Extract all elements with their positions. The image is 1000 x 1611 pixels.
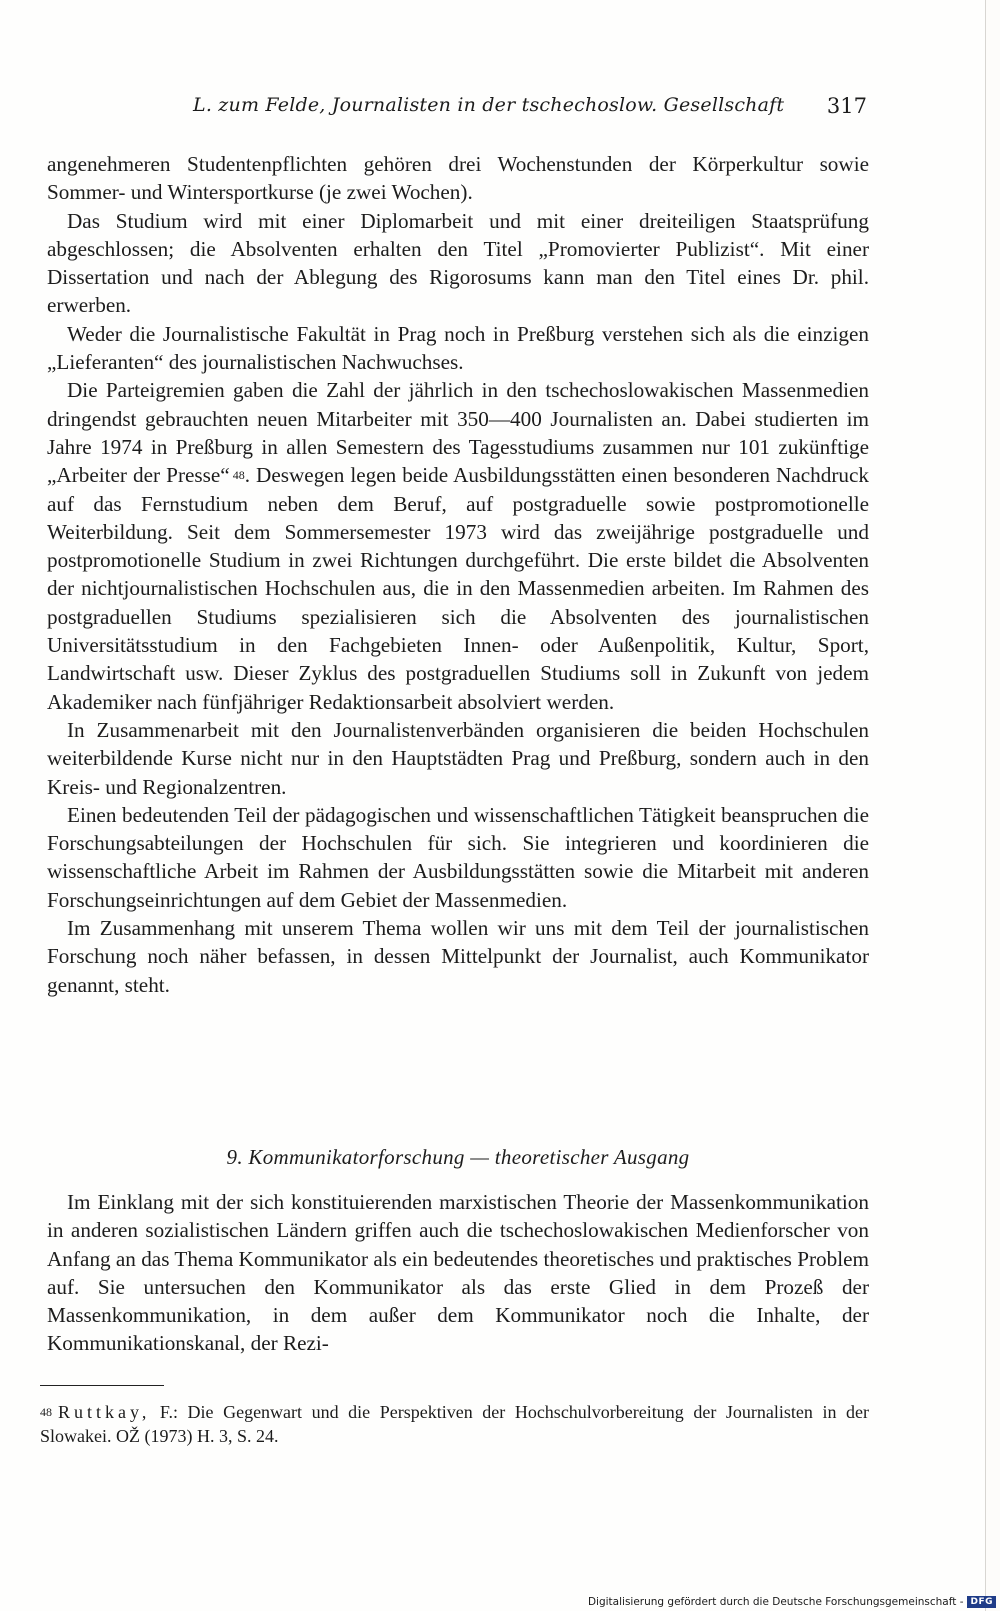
footnote-divider (40, 1385, 164, 1386)
footnote-text: F.: Die Gegenwart und die Perspektiven der Hochschulvorbereitung der Journalisten in der Slowakei. OŽ (1973) H. 3, S. 24. (40, 1402, 869, 1446)
footnote-author: Ruttkay, (58, 1402, 151, 1422)
paragraph (47, 376, 869, 716)
paragraph: Weder die Journalistische Fakultät in Prag noch in Preßburg verstehen sich als die einzigen „Lieferanten“ des journalistischen Nachwuchses. (47, 321, 869, 375)
paragraph: In Zusammenarbeit mit den Journalistenverbänden organisieren die beiden Hochschulen weiterbildende Kurse nicht nur in den Hauptstädten Prag und Preßburg, sondern auch in den Kreis- und Regionalzentren. (47, 717, 869, 799)
footnote-number: 48 (40, 1405, 52, 1419)
running-header (47, 94, 867, 124)
section-heading: 9. Kommunikatorforschung — theoretischer Ausgang (226, 1145, 690, 1169)
credit-text: Digitalisierung gefördert durch die Deutsche Forschungsgemeinschaft - (587, 1596, 964, 1608)
paragraph: angenehmeren Studentenpflichten gehören drei Wochenstunden der Körperkultur sowie Sommer- und Wintersportkurse (je zwei Wochen). (47, 152, 869, 205)
paragraph: Im Einklang mit der sich konstituierenden marxistischen Theorie der Massenkommunikation in anderen sozialistischen Ländern griffen auch die tschechoslowakischen Medienforscher von Anfang an das Thema Kommunikator als ein bedeutendes theoretisches und praktisches Problem auf. Sie untersuchen den Kommunikator als das erste Glied in dem Prozeß der Massenkommunikation, in dem außer dem Kommunikator noch die Inhalte, der Kommunikationskanal, der Rezi- (47, 1190, 869, 1356)
running-title: L. zum Felde, Journalisten in der tschechoslow. Gesellschaft (193, 94, 785, 116)
paragraph-text: . Deswegen legen beide Ausbildungsstätten einen besonderen Nachdruck auf das Fernstudium neben dem Beruf, auf postgraduelle sowie postpromotionelle Weiterbildung. Seit dem Sommersemester 1973 wird das zweijährige postgraduelle und postpromotionelle Studium in zwei Richtungen durchgeführt. Die erste bildet die Absolventen der nichtjournalistischen Hochschulen aus, die in den Massenmedien arbeiten. Im Rahmen des postgraduellen Studiums spezialisieren sich die Absolventen des journalistischen Universitätsstudium in den Fachgebieten Innen- oder Außenpolitik, Kultur, Sport, Landwirtschaft usw. Dieser Zyklus des postgraduellen Studiums soll in Zukunft von jedem Akademiker nach fünfjähriger Redaktionsarbeit absolviert werden. (47, 463, 869, 714)
paragraph: Das Studium wird mit einer Diplomarbeit und mit einer dreiteiligen Staatsprüfung abgeschlossen; die Absolventen erhalten den Titel „Promovierter Publizist“. Mit einer Dissertation und nach der Ablegung des Rigorosums kann man den Titel eines Dr. phil. erwerben. (47, 208, 869, 318)
footnote-reference: 48 (232, 468, 245, 483)
body-text (47, 150, 869, 999)
paragraph: Im Zusammenhang mit unserem Thema wollen wir uns mit dem Teil der journalistischen Forschung noch näher befassen, in dessen Mittelpunkt der Journalist, auch Kommunikator genannt, steht. (47, 916, 869, 997)
footnote (40, 1400, 869, 1448)
digitization-credit (588, 1596, 996, 1608)
paragraph-text: Die Parteigremien gaben die Zahl der jährlich in den tschechoslowakischen Massenmedien dringendst gebrauchten neuen Mitarbeiter mit 350—400 Journalisten an. Dabei studierten im Jahre 1974 in Preßburg in allen Semestern des Tagesstudiums zusammen nur 101 zukünftige „Arbeiter der Presse“ (47, 378, 869, 488)
page-number: 317 (826, 94, 867, 118)
section-body (47, 1188, 869, 1358)
dfg-logo-icon: DFG (967, 1596, 996, 1608)
paragraph: Einen bedeutenden Teil der pädagogischen und wissenschaftlichen Tätigkeit beanspruchen die Forschungsabteilungen der Hochschulen für sich. Sie integrieren und koordinieren die wissenschaftliche Arbeit im Rahmen der Ausbildungsstätten sowie die Mitarbeit mit anderen Forschungseinrichtungen auf dem Gebiet der Massenmedien. (47, 802, 869, 912)
